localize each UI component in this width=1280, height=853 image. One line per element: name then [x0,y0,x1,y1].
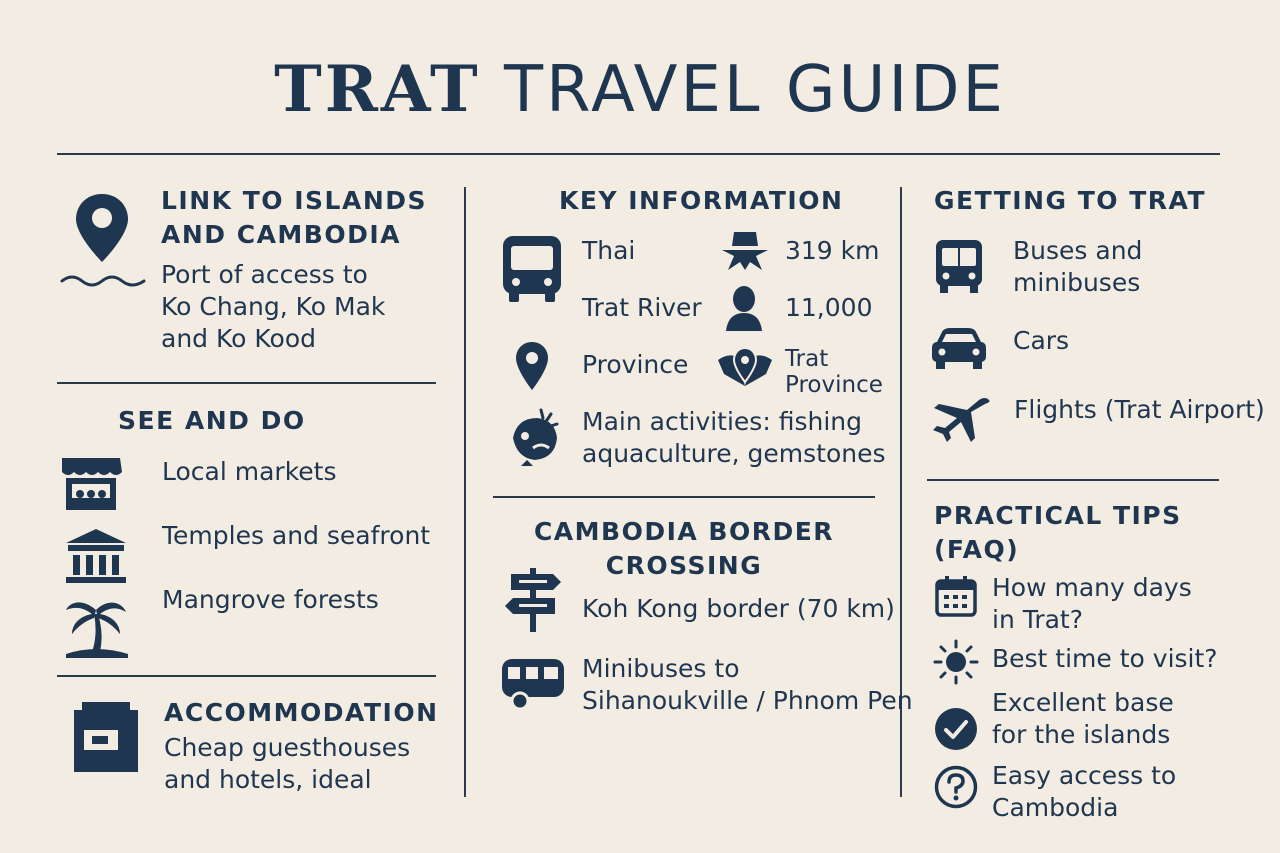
bus-icon [934,238,984,294]
see-heading: SEE AND DO [118,406,306,435]
key-activities-line-2: aquaculture, gemstones [582,439,886,468]
column-divider-left [464,187,466,797]
airplane-icon [931,396,991,444]
accommodation-body [164,732,410,796]
getting-flights: Flights (Trat Airport) [1014,395,1265,424]
see-item-temples: Temples and seafront [162,521,431,550]
getting-buses-line-1: Buses and [1013,236,1143,265]
getting-heading: GETTING TO TRAT [934,186,1206,215]
getting-buses-line-2: minibuses [1013,268,1141,297]
traditional-hat-icon [720,230,770,272]
tips-access-line-1: Easy access to [992,761,1177,790]
signpost-icon [503,568,563,632]
divider-left-2 [57,675,436,677]
car-icon [930,326,988,370]
page-title [0,52,1280,127]
divider-left-1 [57,382,436,384]
bus-icon [501,234,563,304]
link-body-line-3: and Ko Kood [161,324,316,353]
tips-heading-line-2: (FAQ) [934,535,1020,564]
tips-base-line-2: for the islands [992,720,1171,749]
top-divider [57,153,1220,155]
border-heading-line-1: CAMBODIA BORDER [533,517,835,546]
divider-right [927,479,1219,481]
see-item-markets: Local markets [162,457,337,486]
tips-access [992,760,1176,824]
wave-icon [60,272,146,290]
sun-icon [933,639,979,685]
key-region [785,346,883,398]
fish-activity-icon [507,408,563,466]
link-heading [161,184,427,252]
border-minibus-line-2: Sihanoukville / Phnom Pen [582,686,913,715]
key-activities-line-1: Main activities: fishing [582,407,862,436]
minibus-icon [500,657,566,711]
tips-days-line-2: in Trat? [992,605,1084,634]
key-population: 11,000 [785,293,873,322]
link-body [161,259,385,355]
key-river: Trat River [582,293,702,322]
border-heading-line-2: CROSSING [605,551,763,580]
tips-best-time: Best time to visit? [992,644,1218,673]
divider-mid [493,496,875,498]
key-region-line-2: Province [785,372,883,398]
location-pin-icon [513,340,551,392]
key-activities [582,406,886,470]
tips-days-line-1: How many days [992,573,1192,602]
market-stall-icon [58,454,124,512]
link-body-line-2: Ko Chang, Ko Mak [161,292,386,321]
key-language: Thai [582,236,636,265]
tips-base-line-1: Excellent base [992,688,1174,717]
key-region-line-1: Trat [785,346,829,372]
hotel-building-icon [72,702,140,772]
link-heading-line-1: LINK TO ISLANDS [161,186,428,215]
link-heading-line-2: AND CAMBODIA [161,220,402,249]
key-heading: KEY INFORMATION [559,186,844,215]
tips-heading [934,499,1182,567]
person-icon [724,285,764,333]
check-circle-icon [934,707,978,751]
see-item-mangroves: Mangrove forests [162,585,379,614]
map-pin-icon [72,192,132,264]
key-status: Province [582,350,689,379]
tips-days [992,572,1192,636]
temple-icon [64,527,128,583]
title-bold: TRAT [274,52,481,127]
key-distance: 319 km [785,236,880,265]
accommodation-line-1: Cheap guesthouses [164,733,411,762]
getting-cars: Cars [1013,326,1070,355]
getting-buses [1013,235,1142,299]
province-pin-icon [716,346,774,388]
border-crossing: Koh Kong border (70 km) [582,594,895,623]
accommodation-heading: ACCOMMODATION [164,698,439,727]
border-minibus-line-1: Minibuses to [582,654,740,683]
accommodation-line-2: and hotels, ideal [164,765,372,794]
question-circle-icon [934,765,978,809]
border-minibus [582,653,913,717]
palm-tree-icon [62,590,130,660]
calendar-icon [935,575,977,617]
tips-base [992,687,1174,751]
tips-access-line-2: Cambodia [992,793,1119,822]
link-body-line-1: Port of access to [161,260,368,289]
tips-heading-line-1: PRACTICAL TIPS [934,501,1182,530]
title-rest: TRAVEL GUIDE [504,53,1006,127]
